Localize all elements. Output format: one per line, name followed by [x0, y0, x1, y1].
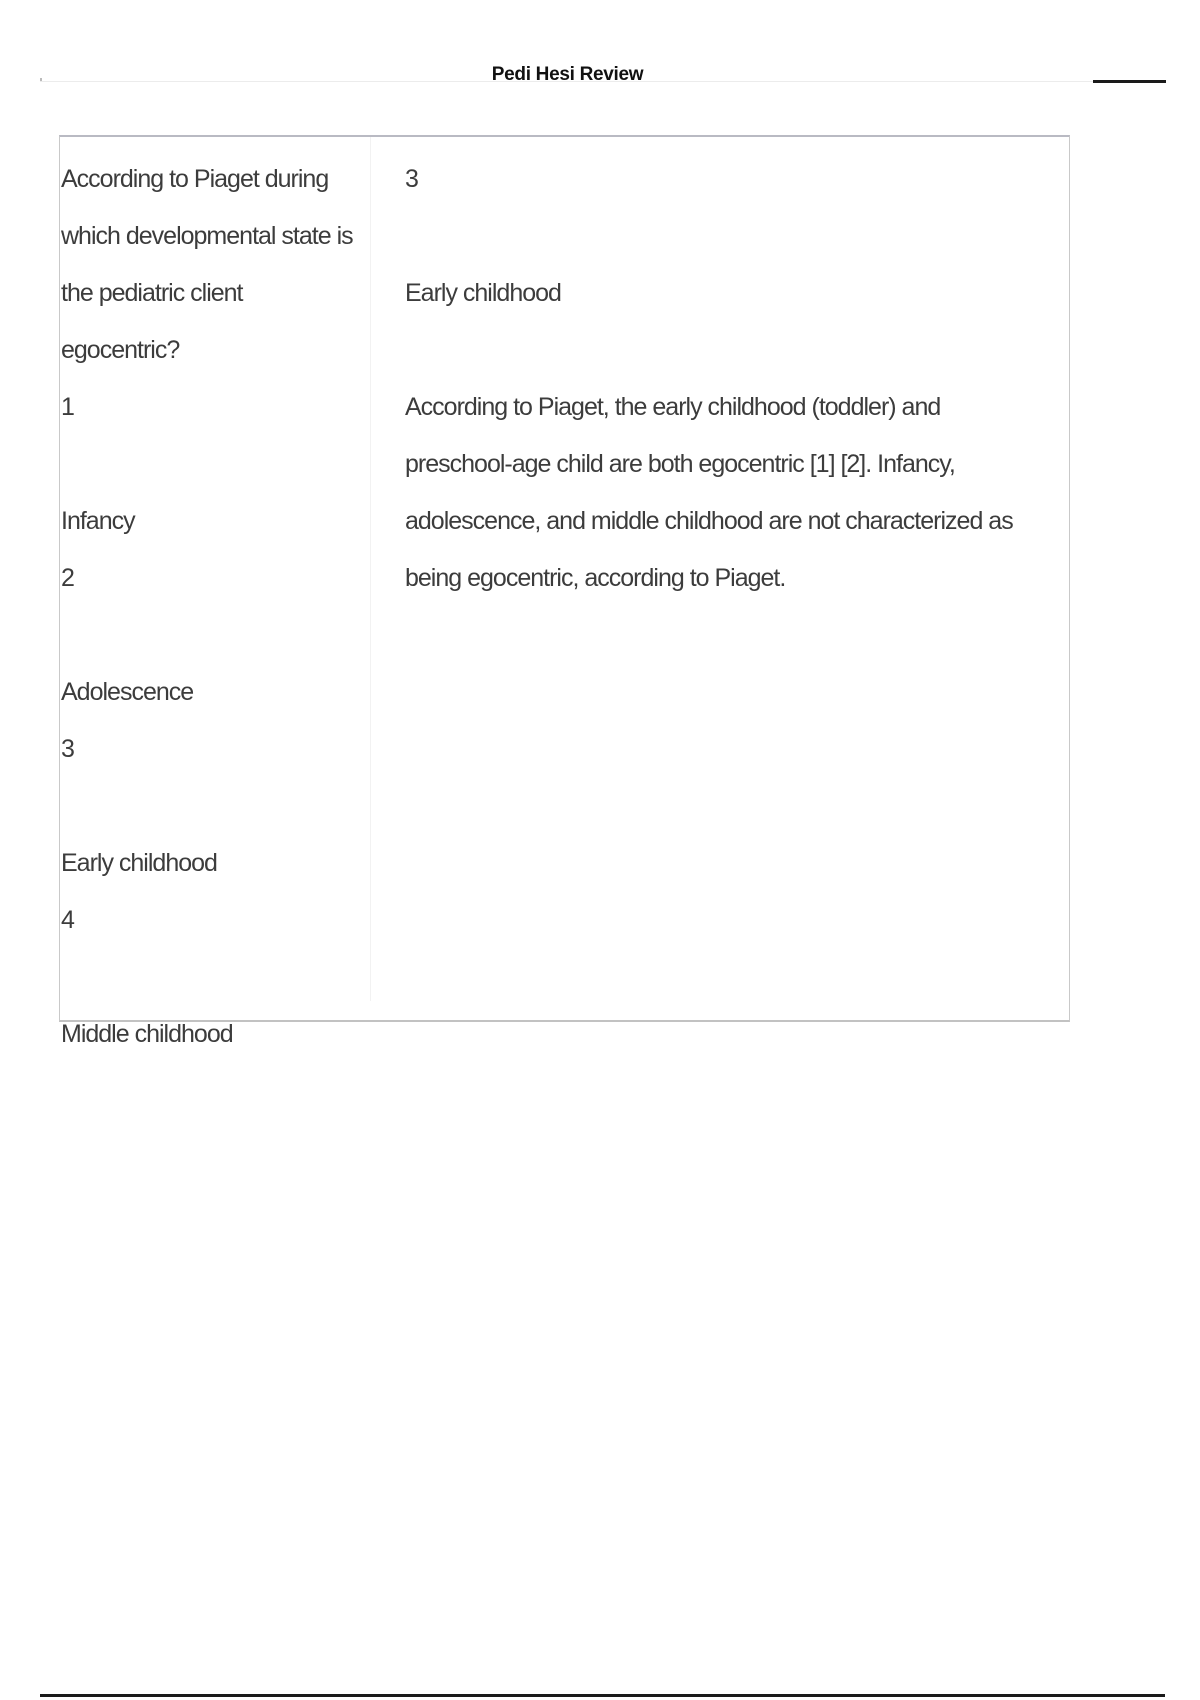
question-text: According to Piaget during which developmental state is the pediatric client egocentric?: [61, 165, 353, 364]
option-text: Early childhood: [61, 849, 217, 877]
option-text: Middle childhood: [61, 1020, 233, 1048]
option-text: Infancy: [61, 507, 135, 535]
question-answer-table: [59, 135, 1070, 1048]
answer-number: 3: [405, 165, 418, 193]
option-number: 4: [61, 906, 74, 934]
option-text: Adolescence: [61, 678, 194, 706]
page-title: Pedi Hesi Review: [491, 64, 644, 85]
answer-cell: [405, 151, 1025, 607]
answer-label: Early childhood: [405, 279, 561, 307]
column-divider: [370, 137, 371, 1001]
question-cell: [60, 151, 360, 1063]
option-number: 3: [61, 735, 74, 763]
option-number: 1: [61, 393, 74, 421]
footer-rule: [40, 1694, 1165, 1697]
option-number: 2: [61, 564, 74, 592]
answer-rationale: According to Piaget, the early childhood (toddler) and preschool-age child are both egocentric [1] [2]. Infancy, adolescence, and middle childhood are not characterized as being egocentric, according to Piaget.: [405, 393, 1013, 592]
